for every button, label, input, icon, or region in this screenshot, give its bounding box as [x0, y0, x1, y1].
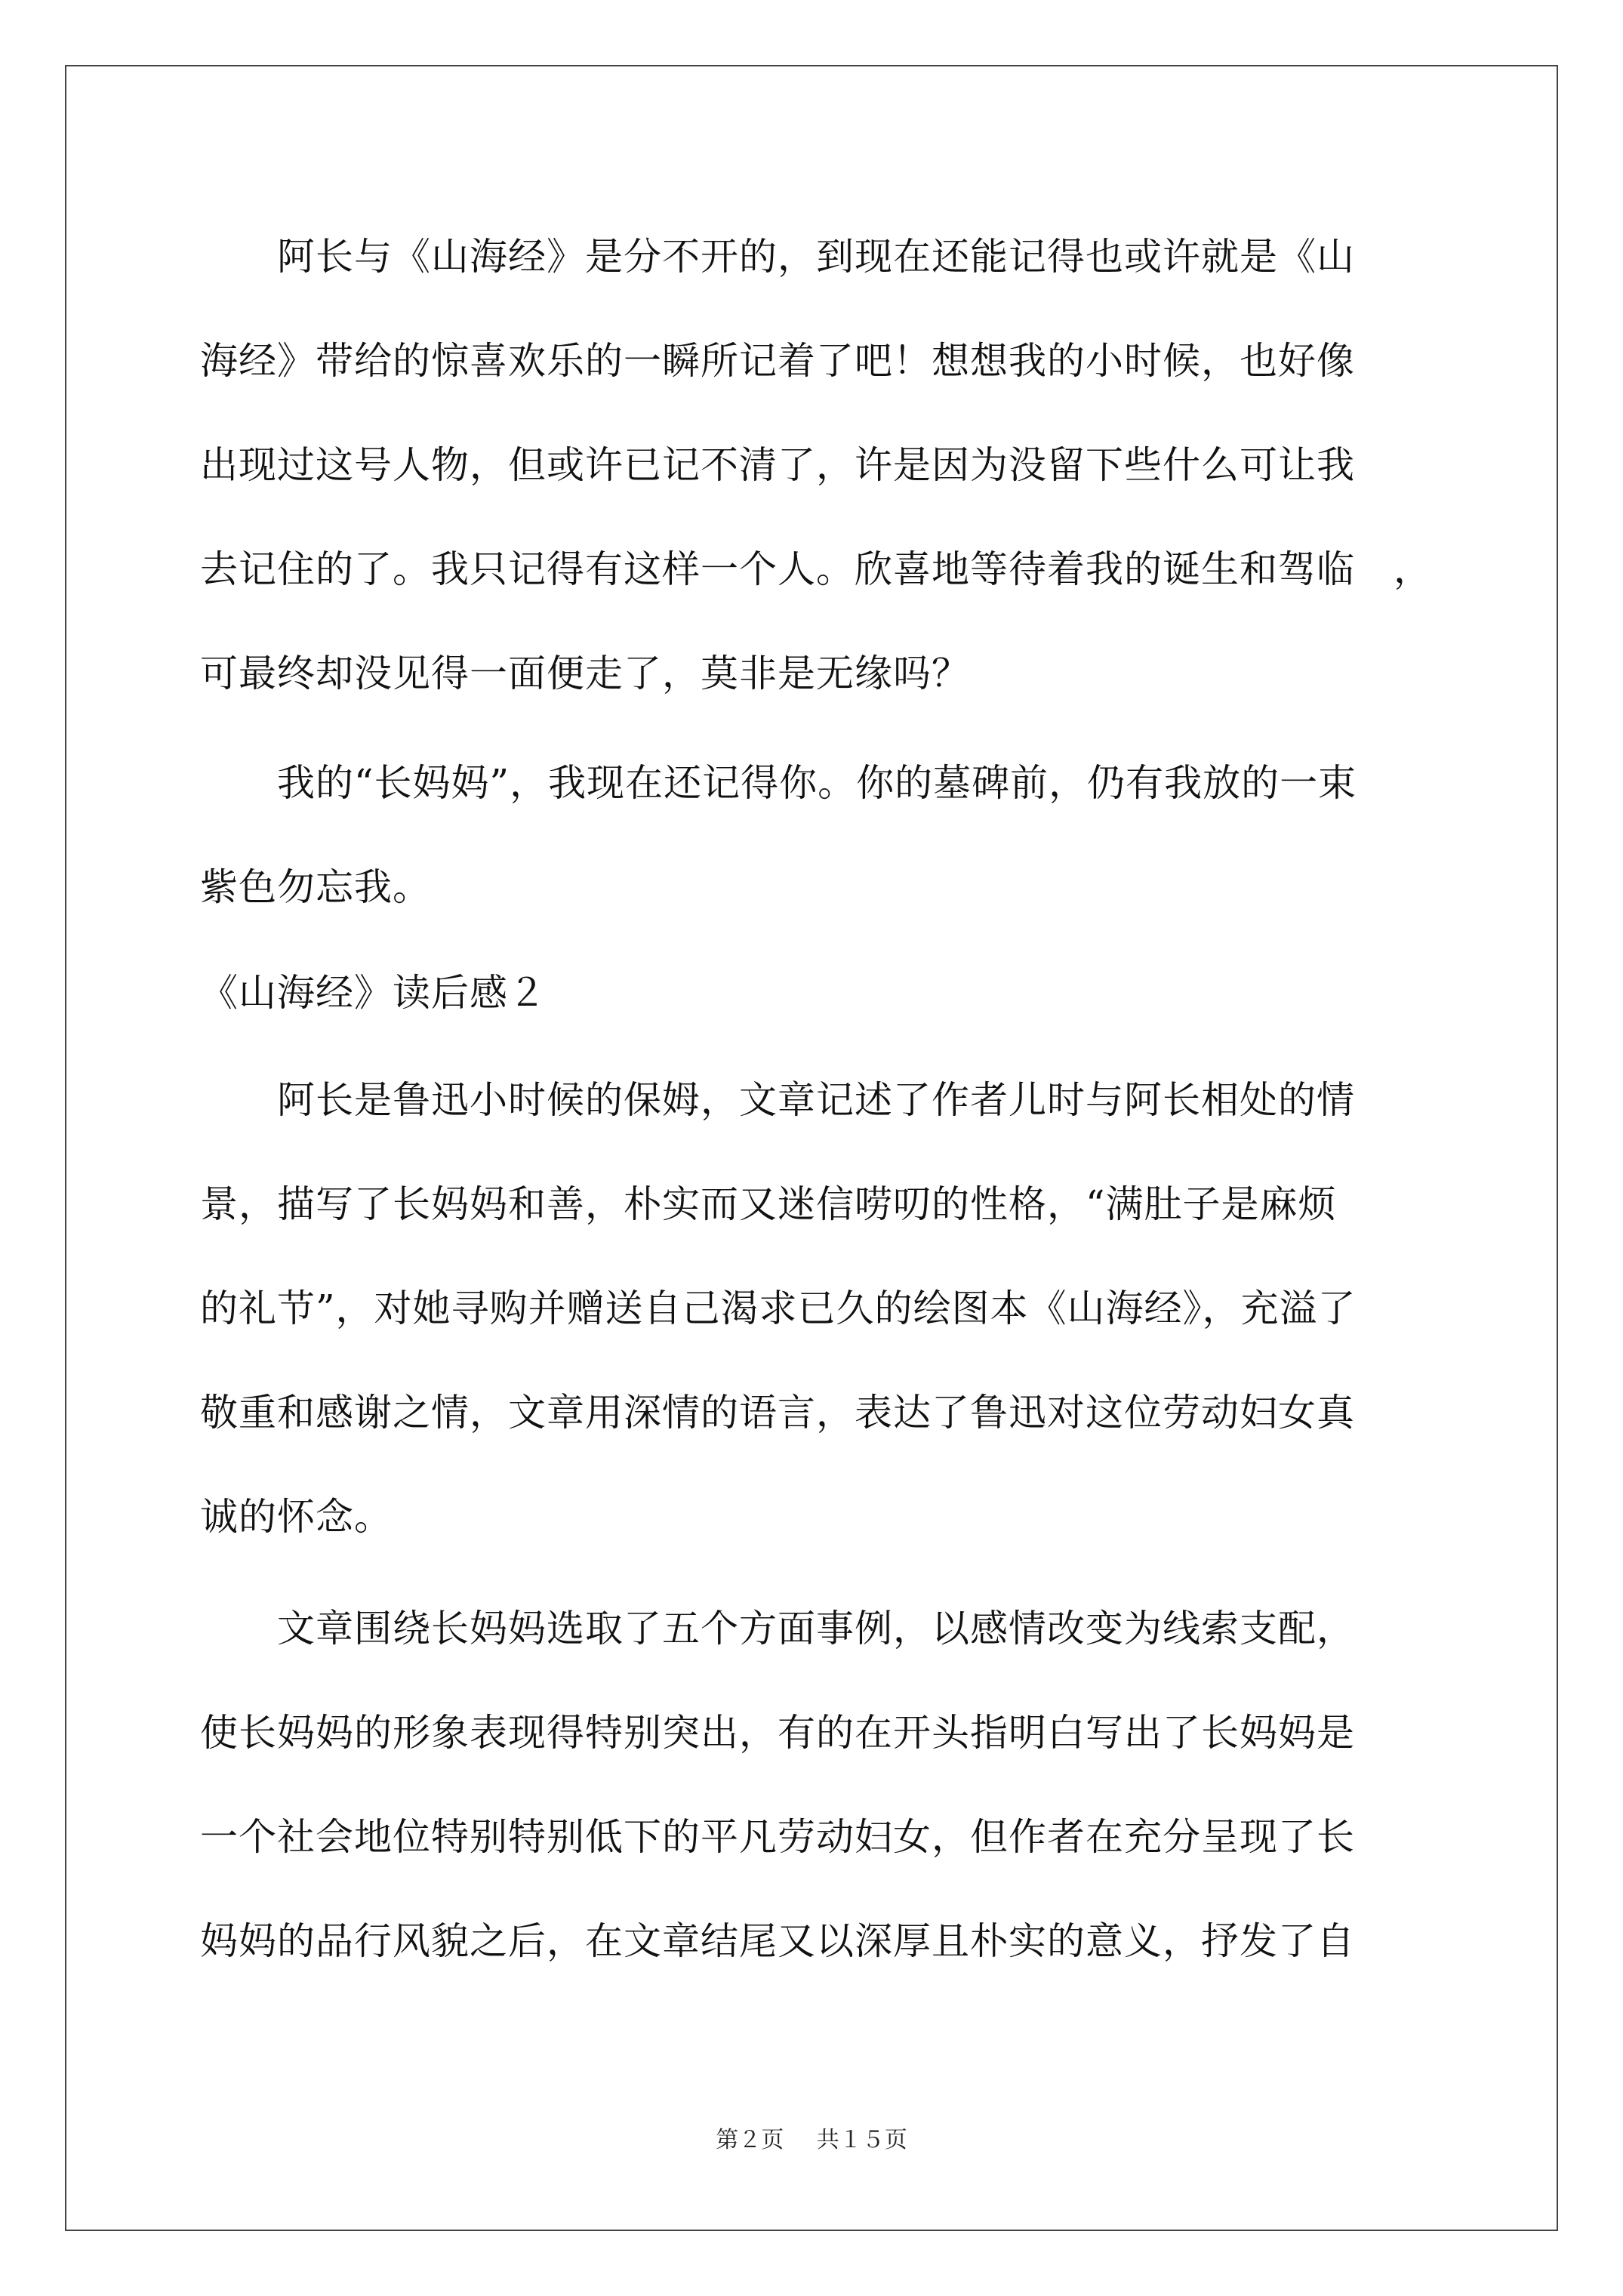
text-line: 紫色勿忘我。	[200, 865, 431, 909]
section-heading: 《山海经》读后感２	[200, 971, 547, 1015]
text-line: 阿长是鲁迅小时候的保姆，文章记述了作者儿时与阿长相处的情	[200, 1078, 1355, 1122]
page-border	[65, 65, 1558, 2231]
text-line: 阿长与《山海经》是分不开的，到现在还能记得也或许就是《山	[200, 235, 1355, 279]
text-line: 可最终却没见得一面便走了，莫非是无缘吗？	[200, 652, 970, 695]
text-line: 的礼节”，对她寻购并赠送自己渴求已久的绘图本《山海经》，充溢了	[200, 1287, 1357, 1330]
text-line: 诚的怀念。	[200, 1495, 393, 1539]
text-line: 一个社会地位特别特别低下的平凡劳动妇女，但作者在充分呈现了长	[200, 1815, 1355, 1859]
page-number: 第２页	[716, 2127, 784, 2153]
text-line: 使长妈妈的形象表现得特别突出，有的在开头指明白写出了长妈妈是	[200, 1711, 1355, 1755]
text-line: 我的“长妈妈”，我现在还记得你。你的墓碑前，仍有我放的一束	[200, 761, 1357, 805]
text-line: 去记住的了。我只记得有这样一个人。欣喜地等待着我的诞生和驾临 ，	[200, 547, 1432, 591]
text-line: 敬重和感谢之情，文章用深情的语言，表达了鲁迅对这位劳动妇女真	[200, 1391, 1355, 1435]
text-line: 妈妈的品行风貌之后，在文章结尾又以深厚且朴实的意义，抒发了自	[200, 1919, 1355, 1963]
page-total: 共１５页	[816, 2127, 907, 2153]
page-footer	[0, 2125, 1623, 2156]
text-line: 海经》带给的惊喜欢乐的一瞬所记着了吧！想想我的小时候，也好像	[200, 339, 1355, 383]
text-line: 出现过这号人物，但或许已记不清了，许是因为没留下些什么可让我	[200, 443, 1355, 487]
text-line: 景，描写了长妈妈和善，朴实而又迷信唠叨的性格，“满肚子是麻烦	[200, 1182, 1337, 1226]
text-line: 文章围绕长妈妈选取了五个方面事例，以感情改变为线索支配，	[200, 1607, 1355, 1650]
